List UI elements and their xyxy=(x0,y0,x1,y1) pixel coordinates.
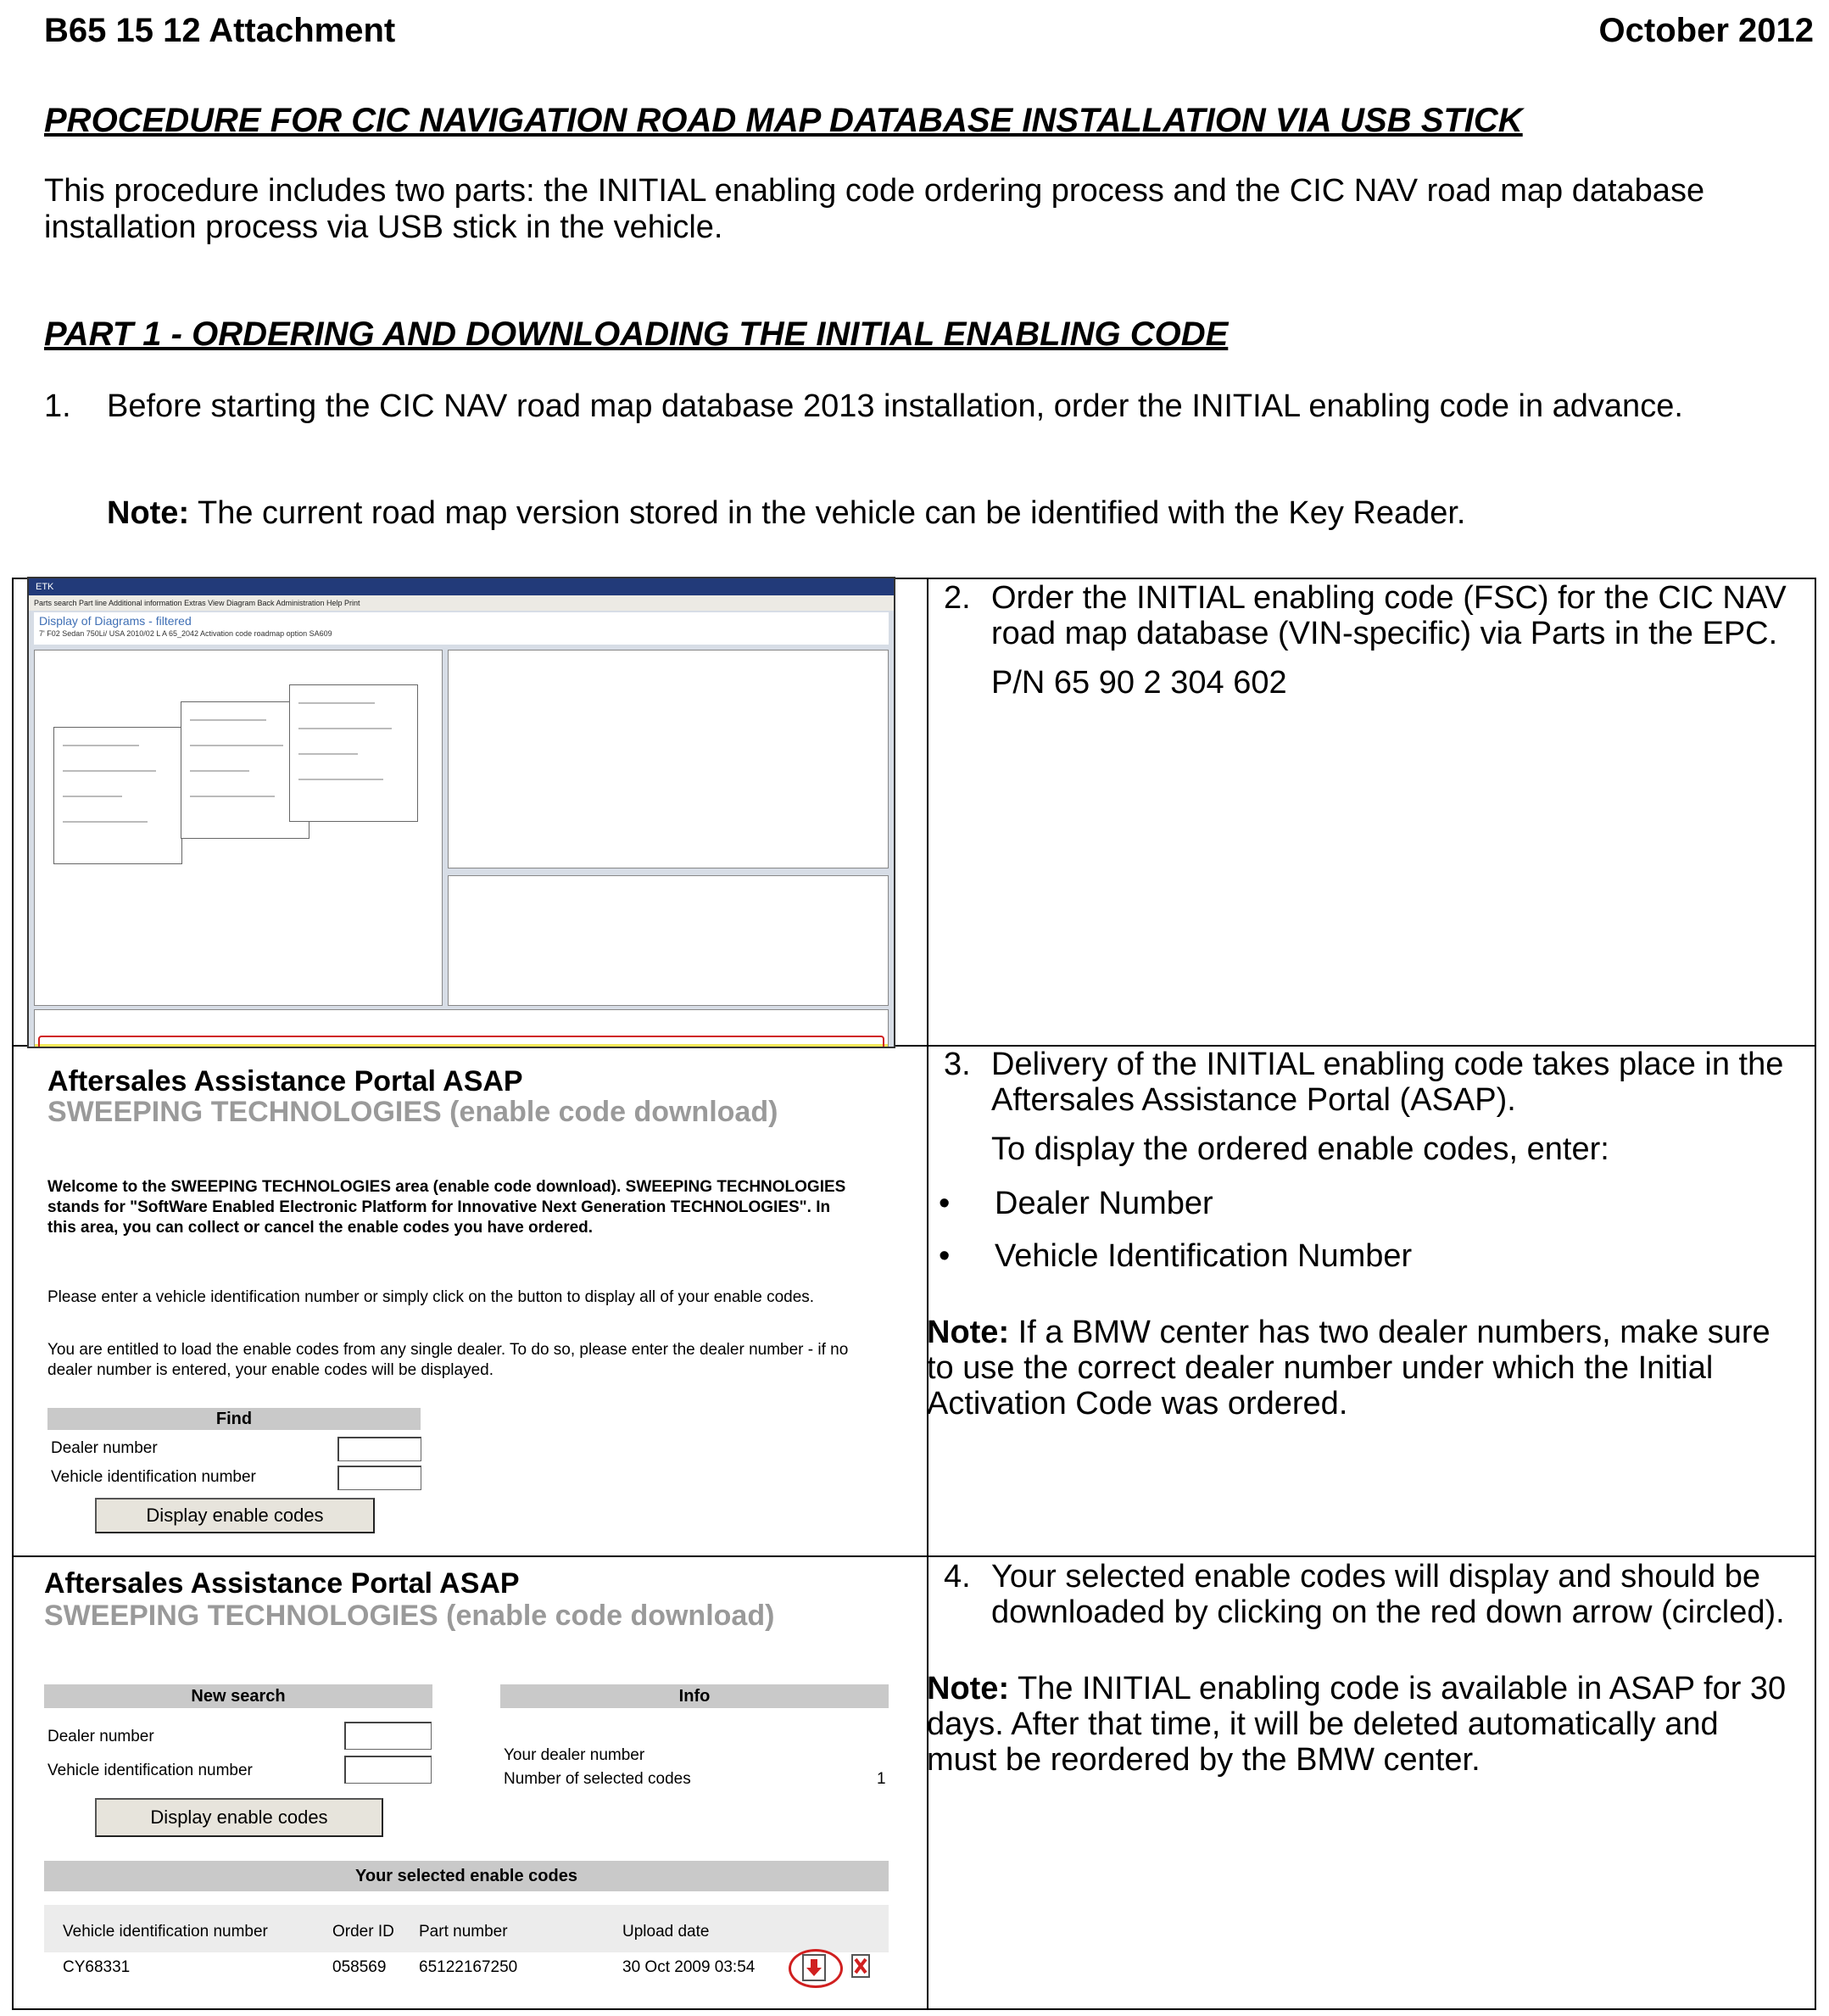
download-arrow-icon[interactable] xyxy=(802,1954,826,1981)
cell-part-number: 65122167250 xyxy=(419,1958,518,1976)
part1-title: PART 1 - ORDERING AND DOWNLOADING THE INITIAL ENABLING CODE xyxy=(44,316,1229,353)
cell-vin: CY68331 xyxy=(63,1958,131,1976)
step2-number: 2. xyxy=(944,580,971,616)
asap2-vin-input[interactable] xyxy=(344,1756,432,1784)
row-divider xyxy=(14,1555,1815,1557)
col-header-part-number: Part number xyxy=(419,1923,508,1941)
asap1-welcome: Welcome to the SWEEPING TECHNOLOGIES area (enable code download). SWEEPING TECHNOLOGIES stands for "SoftWare Enabled Electronic Platform for Innovative Next Generation TECHNOLOGIES". In this area, you can collect or cancel the enable codes you have ordered. xyxy=(47,1178,846,1237)
intro-paragraph: This procedure includes two parts: the INITIAL enabling code ordering process and the CIC NAV road map database installation process via USB stick in the vehicle. xyxy=(44,173,1705,245)
asap2-your-dealer-label: Your dealer number xyxy=(504,1746,645,1764)
step4-note-label: Note: xyxy=(927,1671,1010,1706)
epc-parts-list-pane xyxy=(448,650,889,868)
asap1-display-button[interactable]: Display enable codes xyxy=(95,1498,375,1533)
asap1-vin-label: Vehicle identification number xyxy=(51,1468,256,1486)
step3-bullet-2: Vehicle Identification Number xyxy=(995,1238,1413,1274)
step3-bullet-1: Dealer Number xyxy=(995,1186,1213,1221)
asap2-dealer-label: Dealer number xyxy=(47,1728,154,1745)
asap2-selected-codes-header: Your selected enable codes xyxy=(44,1861,889,1891)
step1-text: Before starting the CIC NAV road map database 2013 installation, order the INITIAL enabling code in advance. xyxy=(107,388,1683,424)
asap1-title: Aftersales Assistance Portal ASAP xyxy=(47,1065,523,1097)
asap1-dealer-label: Dealer number xyxy=(51,1439,158,1457)
epc-screenshot xyxy=(27,577,895,1048)
step2-part-number: P/N 65 90 2 304 602 xyxy=(991,665,1287,701)
step1-number: 1. xyxy=(44,388,71,424)
asap1-vin-input[interactable] xyxy=(337,1466,421,1490)
cell-upload-date: 30 Oct 2009 03:54 xyxy=(622,1958,756,1976)
asap1-instructions-1: Please enter a vehicle identification number or simply click on the button to display all of your enable codes. xyxy=(47,1288,815,1306)
col-header-order-id: Order ID xyxy=(332,1923,394,1941)
step4-text: Your selected enable codes will display and should be downloaded by clicking on the red down arrow (circled). xyxy=(991,1559,1785,1630)
epc-parts-detail-pane xyxy=(448,875,889,1006)
step4-cell xyxy=(927,1559,1796,1778)
asap2-num-selected-label: Number of selected codes xyxy=(504,1770,691,1788)
step4-note-text: The INITIAL enabling code is available in ASAP for 30 days. After that time, it will be deleted automatically and must be reordered by the BMW center. xyxy=(927,1671,1787,1778)
asap1-find-header: Find xyxy=(47,1408,421,1430)
doc-date: October 2012 xyxy=(1598,12,1814,49)
doc-ref: B65 15 12 Attachment xyxy=(44,12,396,49)
epc-titlebar: ETK xyxy=(29,578,894,595)
delete-icon[interactable] xyxy=(851,1954,870,1978)
col-header-upload-date: Upload date xyxy=(622,1923,710,1941)
asap1-dealer-input[interactable] xyxy=(337,1437,421,1461)
bullet-icon: • xyxy=(939,1238,951,1274)
step3-note-text: If a BMW center has two dealer numbers, make sure to use the correct dealer number under which the Initial Activation Code was ordered. xyxy=(927,1315,1770,1421)
asap2-title: Aftersales Assistance Portal ASAP xyxy=(44,1567,520,1600)
diagram-sheet xyxy=(289,684,418,822)
step3-cell xyxy=(927,1047,1796,1421)
epc-subheading: 7' F02 Sedan 750Li/ USA 2010/02 L A 65_2042 Activation code roadmap option SA609 xyxy=(39,629,332,638)
cell-order-id: 058569 xyxy=(332,1958,387,1976)
col-header-vin: Vehicle identification number xyxy=(63,1923,268,1941)
step1-note xyxy=(107,495,1811,532)
step1-note-label: Note: xyxy=(107,495,190,531)
step3-text: Delivery of the INITIAL enabling code takes place in the Aftersales Assistance Portal (ASAP). xyxy=(991,1047,1784,1118)
epc-diagram-pane xyxy=(34,650,443,1006)
epc-results-table xyxy=(34,1009,889,1048)
epc-heading: Display of Diagrams - filtered xyxy=(39,614,192,628)
asap2-new-search-header: New search xyxy=(44,1684,432,1708)
asap2-display-button[interactable]: Display enable codes xyxy=(95,1798,383,1837)
asap2-num-selected-value: 1 xyxy=(877,1770,886,1788)
step1-note-text: The current road map version stored in the vehicle can be identified with the Key Reader. xyxy=(189,495,1466,531)
document-title: PROCEDURE FOR CIC NAVIGATION ROAD MAP DATABASE INSTALLATION VIA USB STICK xyxy=(44,102,1523,139)
step4-number: 4. xyxy=(944,1559,971,1594)
asap2-vin-label: Vehicle identification number xyxy=(47,1762,253,1779)
step3-note-label: Note: xyxy=(927,1315,1010,1350)
asap1-instructions-2: You are entitled to load the enable codes from any single dealer. To do so, please enter the dealer number - if no dealer number is entered, your enable codes will be displayed. xyxy=(47,1341,849,1379)
step3-number: 3. xyxy=(944,1047,971,1082)
bullet-icon: • xyxy=(939,1186,951,1221)
epc-heading-panel xyxy=(34,612,889,645)
diagram-sheet xyxy=(53,727,182,864)
highlight-circle xyxy=(38,1036,884,1048)
step2-cell xyxy=(927,580,1796,701)
step3-subtext: To display the ordered enable codes, enter: xyxy=(991,1131,1609,1167)
asap2-info-header: Info xyxy=(500,1684,889,1708)
epc-menubar: Parts search Part line Additional information Extras View Diagram Back Administration Help Print xyxy=(29,595,894,611)
asap1-subtitle: SWEEPING TECHNOLOGIES (enable code download) xyxy=(47,1096,778,1128)
asap2-subtitle: SWEEPING TECHNOLOGIES (enable code download) xyxy=(44,1600,775,1632)
step2-text: Order the INITIAL enabling code (FSC) for the CIC NAV road map database (VIN-specific) via Parts in the EPC. xyxy=(991,580,1787,651)
asap2-dealer-input[interactable] xyxy=(344,1722,432,1750)
